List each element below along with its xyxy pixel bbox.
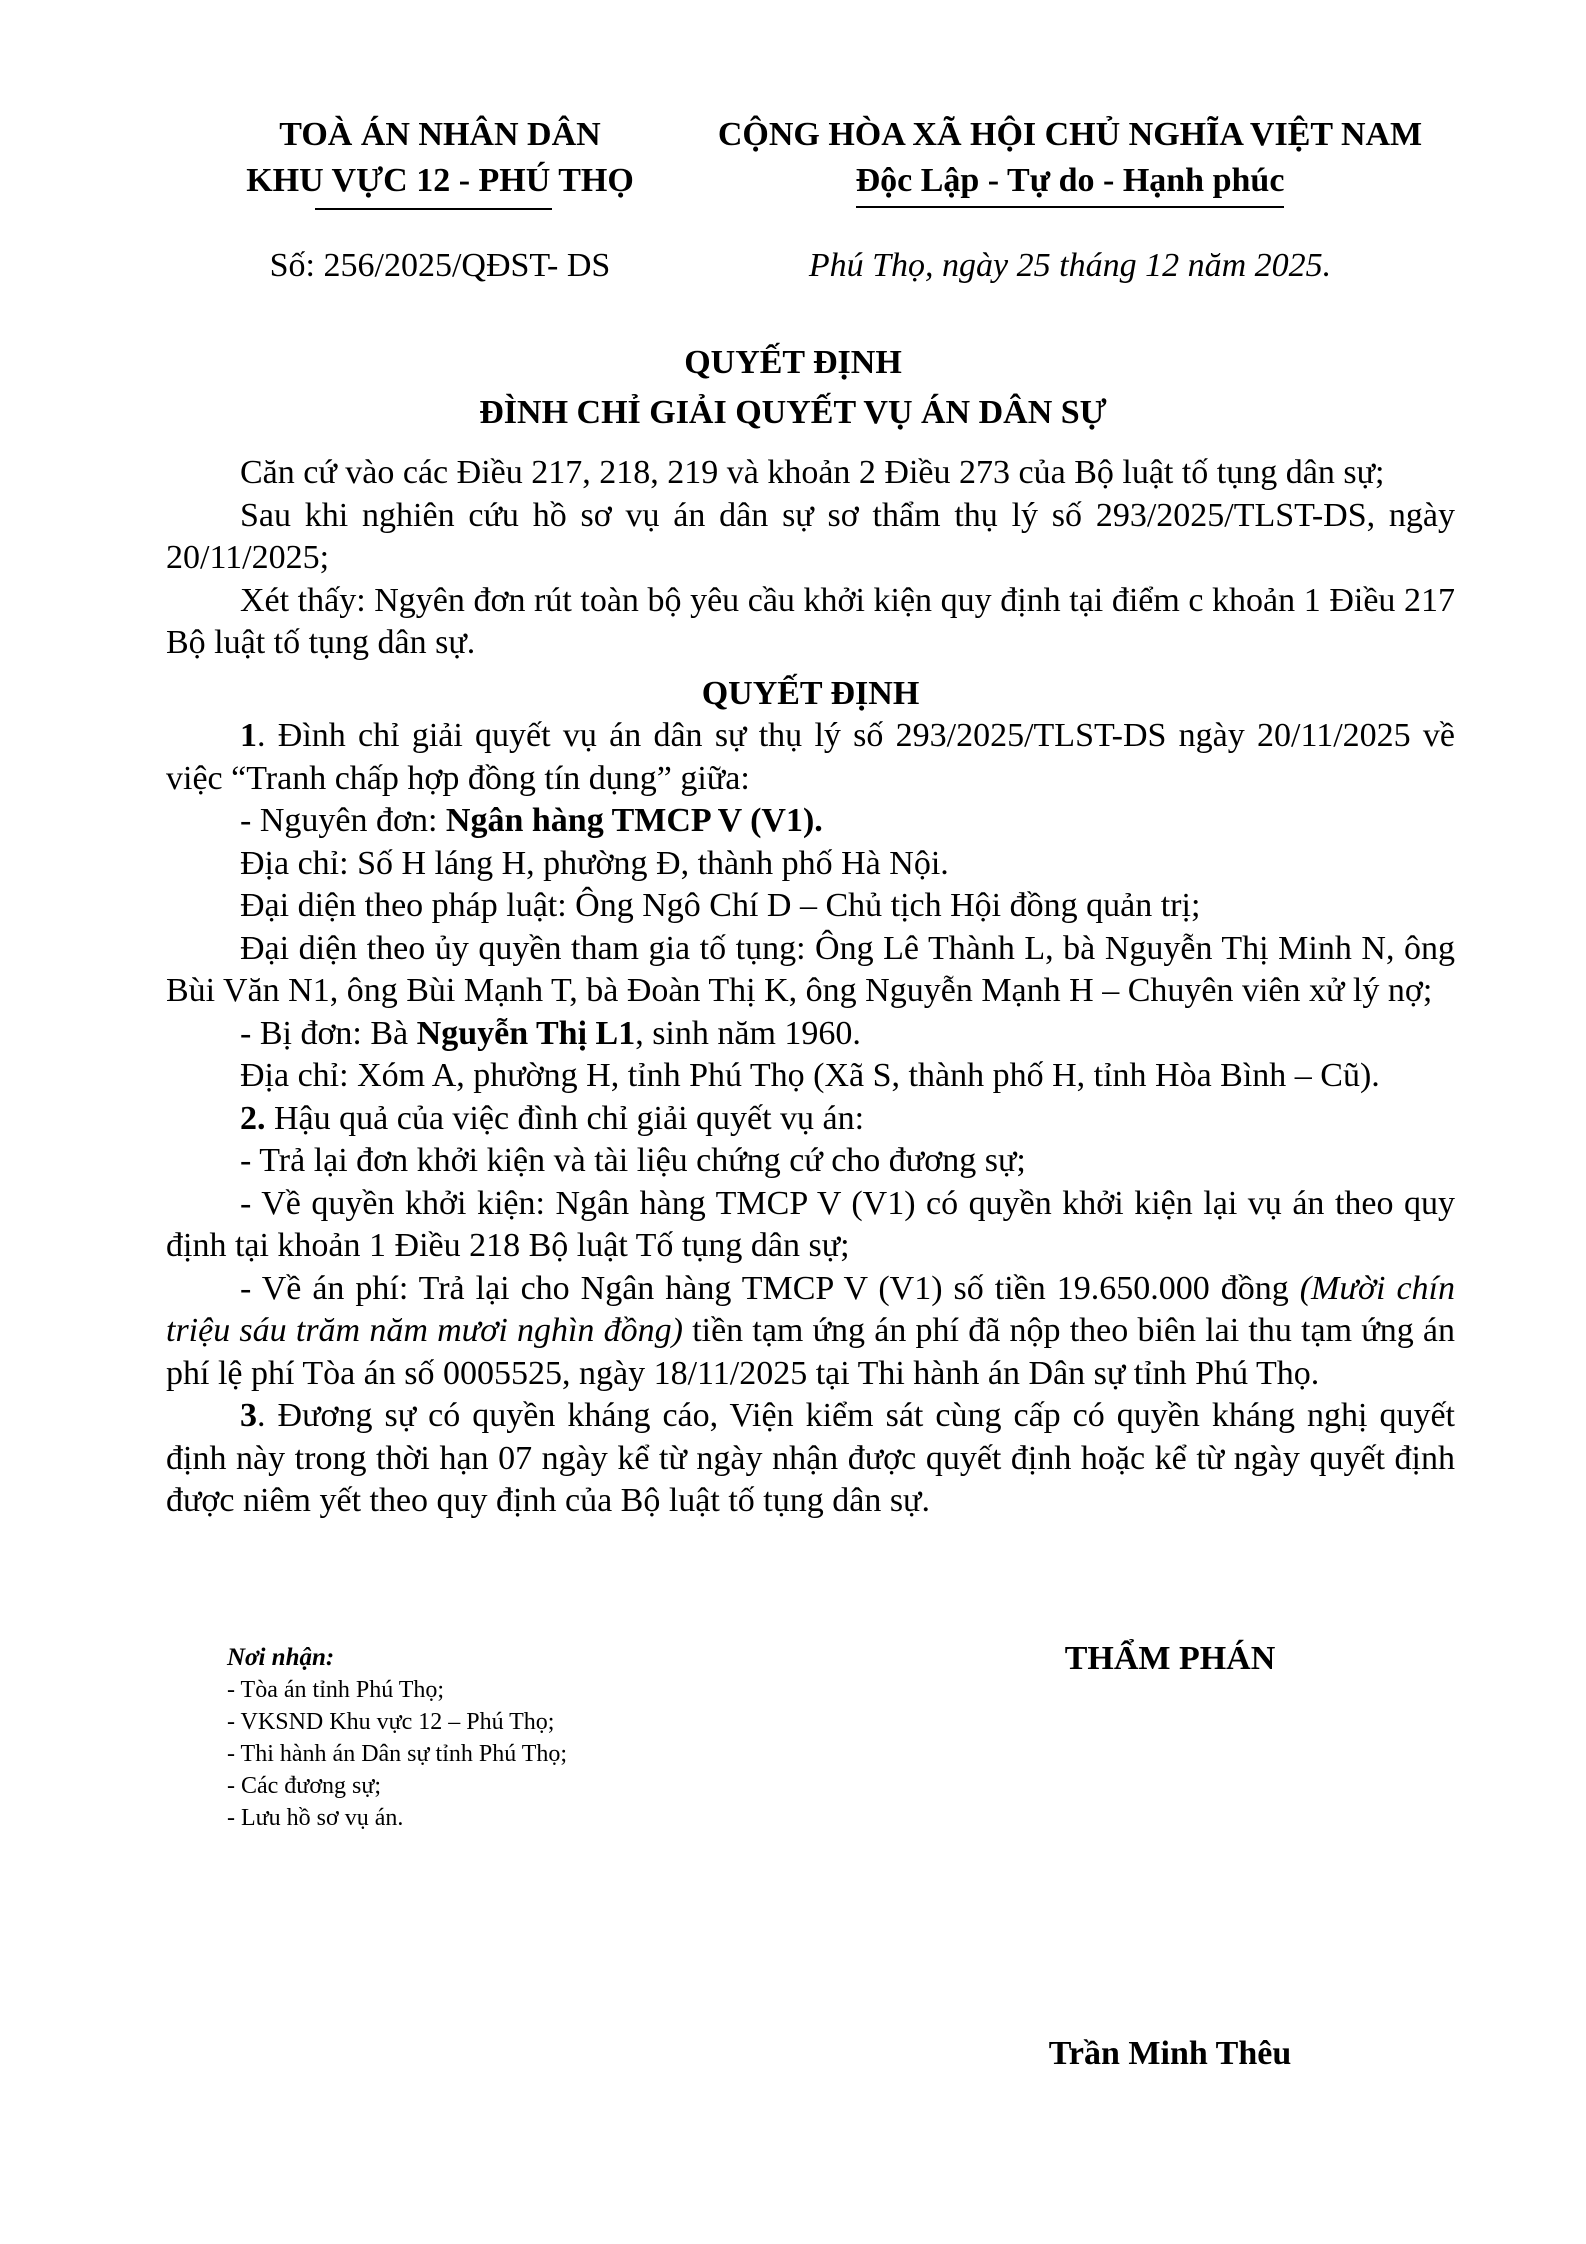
preamble-paragraph: Căn cứ vào các Điều 217, 218, 219 và khoản 2 Điều 273 của Bộ luật tố tụng dân sự; [240,454,1385,491]
country-line: CỘNG HÒA XÃ HỘI CHỦ NGHĨA VIỆT NAM [717,116,1423,153]
recipient-item: - Thi hành án Dân sự tỉnh Phú Thọ; [227,1741,568,1767]
preamble-paragraph: Xét thấy: Ngyên đơn rút toàn bộ yêu cầu khởi kiện quy định tại điểm c khoản 1 Điều 217 Bộ luật tố tụng dân sự. [166,581,1455,661]
plaintiff-prefix: - Nguyên đơn: [240,802,446,839]
document-title [0,338,1586,438]
motto: Độc Lập - Tự do - Hạnh phúc [856,158,1285,208]
document-header [0,112,1586,292]
plaintiff-name: Ngân hàng TMCP V (V1). [445,802,823,839]
decision-item-3 [166,1395,1455,1523]
document-body [166,452,1455,1523]
consequence-line: - Trả lại đơn khởi kiện và tài liệu chứng cứ cho đương sự; [240,1142,1026,1179]
item-text: . Đình chỉ giải quyết vụ án dân sự thụ lý số 293/2025/TLST-DS ngày 20/11/2025 về việc “Tranh chấp hợp đồng tín dụng” giữa: [166,717,1455,797]
decision-item-2 [166,1098,1455,1141]
court-line-2: KHU VỰC 12 - PHÚ THỌ [246,162,634,199]
item-number: 1 [240,717,257,754]
recipients-label: Nơi nhận: [227,1644,335,1671]
fee-text-start: - Về án phí: Trả lại cho Ngân hàng TMCP V (V1) số tiền 19.650.000 đồng [240,1269,1300,1307]
item-text: Hậu quả của việc đình chỉ giải quyết vụ án: [265,1099,865,1137]
fee-text-end: tiền tạm ứng án phí đã nộp theo biên lai thu tạm ứng án phí lệ phí Tòa án số 0005525, ngày 18/11/2025 tại Thi hành án Dân sự tỉnh Phú Thọ. [166,1312,1455,1392]
document-number: Số: 256/2025/QĐST- DS [269,247,611,284]
defendant-name: Nguyễn Thị L1 [416,1014,636,1052]
title-line-1: QUYẾT ĐỊNH [684,344,902,381]
judge-title: THẨM PHÁN [1064,1640,1276,1677]
judge-name: Trần Minh Thêu [1048,2035,1292,2072]
recipients-block [227,1642,827,1834]
preamble-paragraph: Sau khi nghiên cứu hồ sơ vụ án dân sự sơ thẩm thụ lý số 293/2025/TLST-DS, ngày 20/11/2025; [166,496,1455,576]
fee-amount-words: (Mười chín triệu sáu trăm năm mươi nghìn đồng) [166,1269,1455,1349]
plaintiff-line [166,800,1455,843]
item-number: 3 [240,1397,257,1434]
decision-heading: QUYẾT ĐỊNH [701,674,920,712]
plaintiff-address: Địa chỉ: Số H láng H, phường Đ, thành phố Hà Nội. [240,844,949,882]
court-name [200,112,680,204]
court-fee-line [166,1268,1455,1396]
defendant-suffix: , sinh năm 1960. [635,1014,861,1052]
place-date: Phú Thọ, ngày 25 tháng 12 năm 2025. [808,247,1332,284]
authorized-representative: Đại diện theo ủy quyền tham gia tố tụng: Ông Lê Thành L, bà Nguyễn Thị Minh N, ông Bùi Văn N1, ông Bùi Mạnh T, bà Đoàn Thị K, ông Nguyễn Mạnh H – Chuyên viên xử lý nợ; [166,929,1455,1009]
legal-representative: Đại diện theo pháp luật: Ông Ngô Chí D – Chủ tịch Hội đồng quản trị; [240,887,1201,924]
item-text: . Đương sự có quyền kháng cáo, Viện kiểm sát cùng cấp có quyền kháng nghị quyết định này trong thời hạn 07 ngày kể từ ngày nhận được quyết định hoặc kể từ ngày quyết định được niêm yết theo quy định của Bộ luật tố tụng dân sự. [166,1397,1455,1519]
decision-item-1 [166,715,1455,800]
court-line-1: TOÀ ÁN NHÂN DÂN [279,116,601,153]
title-line-2: ĐÌNH CHỈ GIẢI QUYẾT VỤ ÁN DÂN SỰ [479,394,1107,431]
defendant-prefix: - Bị đơn: Bà [240,1014,417,1052]
national-title [680,112,1460,208]
defendant-line [166,1013,1455,1056]
recipient-item: - Lưu hồ sơ vụ án. [227,1805,404,1831]
recipient-item: - Tòa án tỉnh Phú Thọ; [227,1677,445,1703]
recipient-item: - VKSND Khu vực 12 – Phú Thọ; [227,1709,555,1735]
consequence-line: - Về quyền khởi kiện: Ngân hàng TMCP V (V1) có quyền khởi kiện lại vụ án theo quy định tại khoản 1 Điều 218 Bộ luật Tố tụng dân sự; [166,1184,1455,1264]
court-underline [315,208,552,210]
recipient-item: - Các đương sự; [227,1773,382,1799]
defendant-address: Địa chỉ: Xóm A, phường H, tỉnh Phú Thọ (Xã S, thành phố H, tỉnh Hòa Bình – Cũ). [240,1057,1380,1094]
item-number: 2. [240,1099,266,1137]
